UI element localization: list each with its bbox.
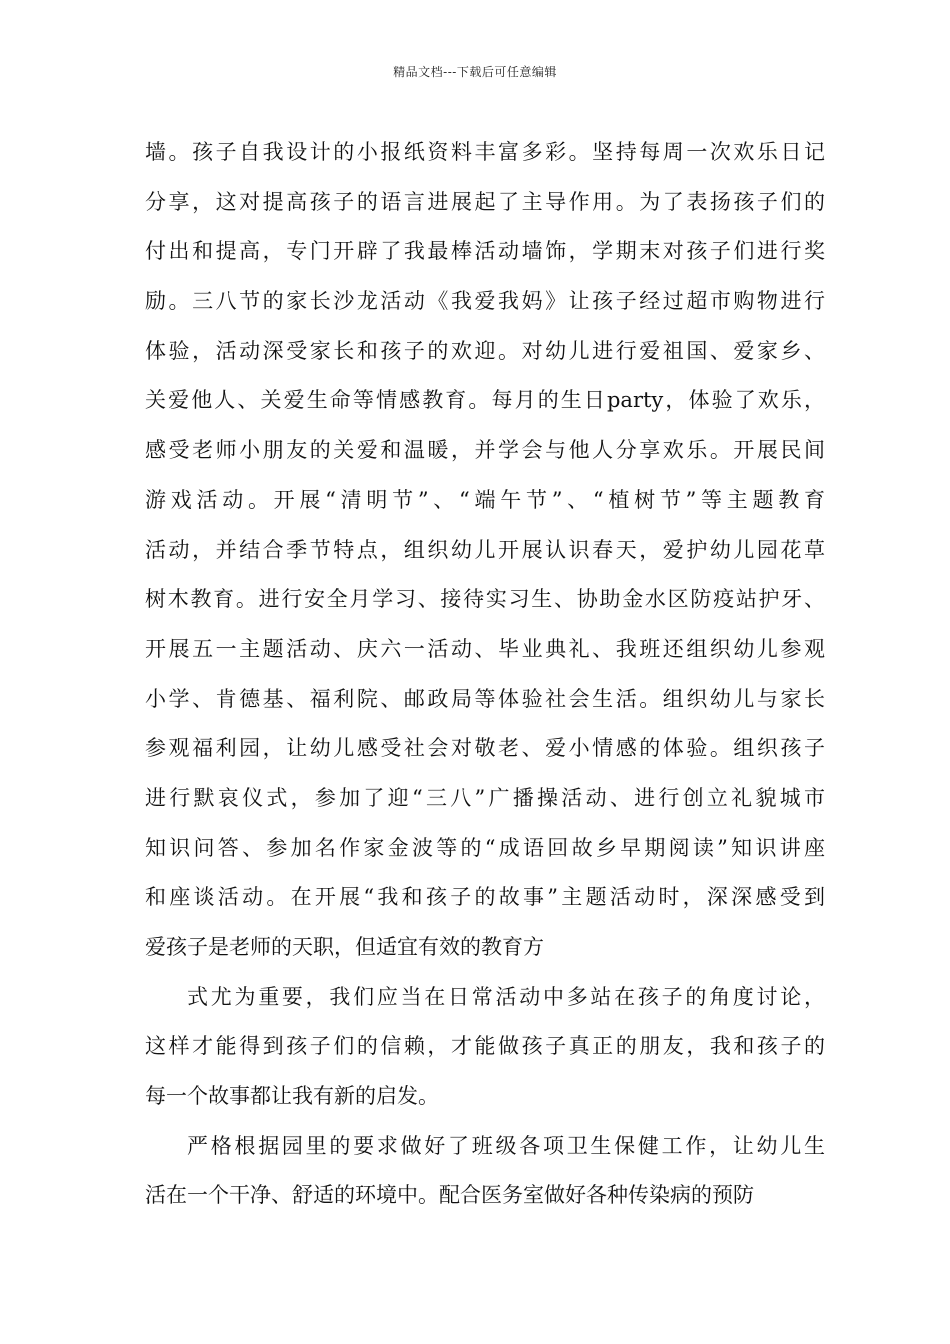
paragraph-line: 进行默哀仪式，参加了迎“三八”广播操活动、进行创立礼貌城市: [145, 785, 825, 810]
paragraph-line: 严格根据园里的要求做好了班级各项卫生保健工作，让幼儿生: [187, 1133, 825, 1158]
paragraph-line: 关爱他人、关爱生命等情感教育。每月的生日party，体验了欢乐，: [145, 388, 825, 413]
paragraph-line: 感受老师小朋友的关爱和温暖，并学会与他人分享欢乐。开展民间: [145, 438, 825, 463]
paragraph-line: 游戏活动。开展“清明节”、“端午节”、“植树节”等主题教育: [145, 487, 825, 512]
paragraph-line: 体验，活动深受家长和孩子的欢迎。对幼儿进行爱祖国、爱家乡、: [145, 338, 825, 363]
paragraph-line: 活动，并结合季节特点，组织幼儿开展认识春天，爱护幼儿园花草: [145, 537, 825, 562]
paragraph-line: 这样才能得到孩子们的信赖，才能做孩子真正的朋友，我和孩子的: [145, 1034, 825, 1059]
paragraph-line: 式尤为重要，我们应当在日常活动中多站在孩子的角度讨论，: [187, 984, 825, 1009]
paragraph-line: 每一个故事都让我有新的启发。: [145, 1084, 439, 1109]
paragraph-line: 爱孩子是老师的天职，但适宜有效的教育方: [145, 935, 544, 959]
paragraph-line: 知识问答、参加名作家金波等的“成语回故乡早期阅读”知识讲座: [145, 835, 825, 860]
paragraph-line: 参观福利园，让幼儿感受社会对敬老、爱小情感的体验。组织孩子: [145, 736, 825, 761]
paragraph-line: 开展五一主题活动、庆六一活动、毕业典礼、我班还组织幼儿参观: [145, 636, 825, 661]
paragraph-line: 活在一个干净、舒适的环境中。配合医务室做好各种传染病的预防: [145, 1183, 754, 1208]
paragraph-line: 和座谈活动。在开展“我和孩子的故事”主题活动时，深深感受到: [145, 885, 825, 910]
paragraph-line: 付出和提高，专门开辟了我最棒活动墙饰，学期末对孩子们进行奖: [145, 239, 825, 264]
page-header: 精品文档---下载后可任意编辑: [393, 65, 557, 79]
paragraph-line: 树木教育。进行安全月学习、接待实习生、协助金水区防疫站护牙、: [145, 587, 825, 612]
document-body: [145, 128, 825, 1221]
paragraph-line: 小学、肯德基、福利院、邮政局等体验社会生活。组织幼儿与家长: [145, 686, 825, 711]
paragraph-line: 分享，这对提高孩子的语言进展起了主导作用。为了表扬孩子们的: [145, 189, 825, 214]
paragraph-line: 励。三八节的家长沙龙活动《我爱我妈》让孩子经过超市购物进行: [145, 289, 825, 314]
paragraph-line: 墙。孩子自我设计的小报纸资料丰富多彩。坚持每周一次欢乐日记: [145, 140, 825, 164]
